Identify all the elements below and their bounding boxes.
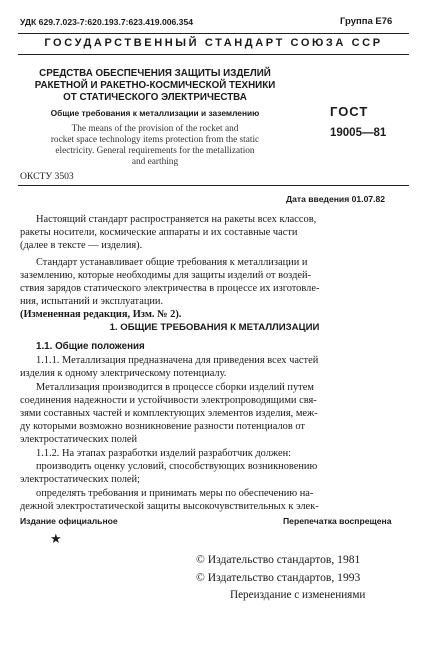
- okstu-code: ОКСТУ 3503: [20, 171, 74, 182]
- intro-date: Дата введения 01.07.82: [286, 194, 386, 204]
- para2-line-3: ствия зарядов статического электричества в процессе их изготовле-: [20, 283, 320, 294]
- p112-line-3: электростатических полей;: [20, 474, 140, 485]
- copyright-1993: © Издательство стандартов, 1993: [196, 571, 361, 584]
- p111-line-1: 1.1.1. Металлизация предназначена для приведения всех частей: [36, 355, 319, 366]
- group-code: Группа Е76: [340, 16, 393, 27]
- p111b-line-5: электростатических полей: [20, 434, 138, 445]
- p112-line-1: 1.1.2. На этапах разработки изделий разработчик должен:: [36, 448, 292, 459]
- reprint-prohibited: Перепечатка воспрещена: [283, 516, 392, 526]
- header-rule-top: [18, 33, 409, 34]
- gost-label: ГОСТ: [330, 104, 369, 119]
- p112-line-4: определять требования и принимать меры по обеспечению на-: [36, 488, 314, 499]
- official-edition: Издание официальное: [20, 516, 118, 526]
- title-en-line-3: electricity. General requirements for the metallization: [55, 146, 255, 156]
- title-ru-line-1: СРЕДСТВА ОБЕСПЕЧЕНИЯ ЗАЩИТЫ ИЗДЕЛИЙ: [39, 68, 271, 79]
- p111b-line-1: Металлизация производится в процессе сборки изделий путем: [36, 382, 314, 393]
- header-rule-bottom: [18, 54, 409, 55]
- udk-code: УДК 629.7.023-7:620.193.7:623.419.006.354: [20, 17, 194, 27]
- copyright-1981: © Издательство стандартов, 1981: [196, 553, 361, 566]
- intro-line-2: ракеты носители, космические аппараты и их составные части: [20, 227, 298, 238]
- gost-number: 19005—81: [330, 127, 387, 139]
- p111b-line-2: соединения надежности и устойчивости электропроводящими свя-: [20, 395, 317, 406]
- title-ru: [20, 68, 290, 104]
- p112-line-2: производить оценку условий, способствующих возникновению: [36, 461, 318, 472]
- star-icon: ★: [50, 531, 62, 546]
- p112-line-5: дежной электростатической защиты высокочувствительных к элек-: [20, 501, 319, 512]
- subtitle-ru: Общие требования к металлизации и заземлению: [50, 108, 260, 118]
- p111b-line-4: ду которыми возможно возникновение разности потенциалов от: [20, 421, 305, 432]
- reissue-note: Переиздание с изменениями: [230, 589, 366, 601]
- intro-line-1: Настоящий стандарт распространяется на ракеты всех классов,: [36, 214, 317, 225]
- p111-line-2: изделия к одному электрическому потенциалу.: [20, 368, 227, 379]
- p111b-line-3: зями составных частей и комплектующих элементов изделия, меж-: [20, 408, 318, 419]
- para2-line-2: заземлению, которые необходимы для защиты изделий от воздей-: [20, 270, 311, 281]
- title-block-rule: [18, 185, 409, 186]
- title-ru-line-3: ОТ СТАТИЧЕСКОГО ЭЛЕКТРИЧЕСТВА: [63, 92, 247, 103]
- para2-line-1: Стандарт устанавливает общие требования к металлизации и: [36, 257, 308, 268]
- title-en-line-4: and earthing: [131, 157, 179, 167]
- title-en: [20, 124, 290, 168]
- title-en-line-2: rocket space technology items protection from the static: [50, 135, 260, 145]
- title-en-line-1: The means of the provision of the rocket and: [71, 124, 239, 134]
- amendment-note: (Измененная редакция, Изм. № 2).: [20, 309, 182, 320]
- section-title: 1. ОБЩИЕ ТРЕБОВАНИЯ К МЕТАЛЛИЗАЦИИ: [109, 322, 320, 333]
- para2-line-4: ния, испытаний и эксплуатации.: [20, 296, 164, 307]
- standard-title: ГОСУДАРСТВЕННЫЙ СТАНДАРТ СОЮЗА ССР: [44, 37, 383, 49]
- intro-line-3: (далее в тексте — изделия).: [20, 240, 143, 251]
- subsection-title: 1.1. Общие положения: [36, 341, 145, 352]
- title-ru-line-2: РАКЕТНОЙ И РАКЕТНО-КОСМИЧЕСКОЙ ТЕХНИКИ: [34, 80, 276, 91]
